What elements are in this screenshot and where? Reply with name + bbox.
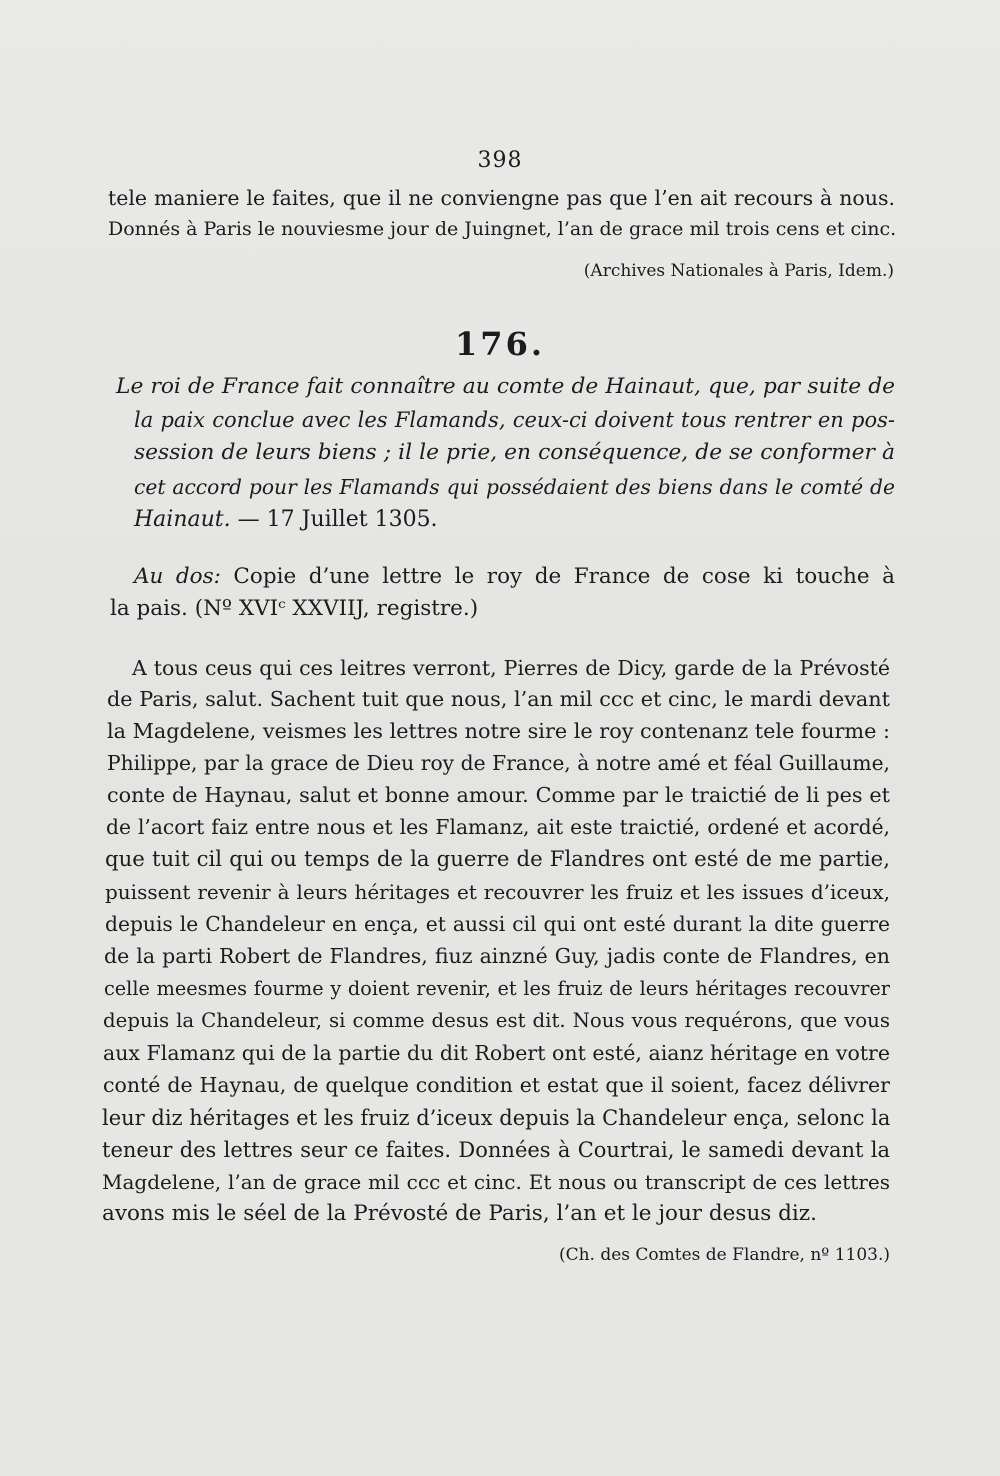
body-line-11: celle meesmes fourme y doient revenir, et les fruiz de leurs héritages recouvrer (104, 977, 890, 1000)
body-line-6: de l’acort faiz entre nous et les Flamanz, ait este traictié, ordené et acordé, (106, 815, 890, 839)
previous-source-citation: (Archives Nationales à Paris, Idem.) (583, 261, 894, 281)
body-line-3: la Magdelene, veismes les lettres notre sire le roy contenanz tele fourme : (107, 719, 890, 743)
summary-line-5 (134, 505, 534, 535)
body-line-2: de Paris, salut. Sachent tuit que nous, l’an mil ccc et cinc, le mardi devant (107, 687, 890, 711)
body-line-5: conte de Haynau, salut et bonne amour. Comme par le traictié de li pes et (107, 783, 890, 807)
summary-line-1: Le roi de France fait connaître au comte de Hainaut, que, par suite de (116, 374, 895, 399)
page-number: 398 (477, 148, 523, 173)
body-line-4: Philippe, par la grace de Dieu roy de France, à notre amé et féal Guillaume, (107, 751, 890, 775)
body-line-18: avons mis le séel de la Prévosté de Paris, l’an et le jour desus diz. (102, 1201, 817, 1226)
body-line-13: aux Flamanz qui de la partie du dit Robert ont esté, aianz héritage en votre (103, 1041, 890, 1065)
body-line-17: Magdelene, l’an de grace mil ccc et cinc. Et nous ou transcript de ces lettres (102, 1170, 890, 1194)
summary-date: — 17 Juillet 1305. (237, 507, 438, 532)
endorsement-text-1: Copie d’une lettre le roy de France de cose ki touche à (233, 564, 895, 589)
body-line-16: teneur des lettres seur ce faites. Données à Courtrai, le samedi devant la (102, 1138, 890, 1162)
document-source-citation: (Ch. des Comtes de Flandre, nº 1103.) (558, 1245, 890, 1265)
body-line-12: depuis la Chandeleur, si comme desus est dit. Nous vous requérons, que vous (103, 1009, 890, 1032)
body-line-8: puissent revenir à leurs héritages et recouvrer les fruiz et les issues d’iceux, (105, 880, 890, 904)
previous-text-line-2: Donnés à Paris le nouviesme jour de Juingnet, l’an de grace mil trois cens et cinc. (108, 218, 897, 240)
summary-line-4: cet accord pour les Flamands qui possédaient des biens dans le comté de (134, 475, 895, 499)
body-line-14: conté de Haynau, de quelque condition et estat que il soient, facez délivrer (103, 1073, 890, 1097)
body-line-15: leur diz héritages et les fruiz d’iceux depuis la Chandeleur ença, selonc la (102, 1106, 891, 1130)
previous-text-line-1: tele maniere le faites, que il ne conviengne pas que l’en ait recours à nous. (108, 186, 895, 210)
body-line-7: que tuit cil qui ou temps de la guerre de Flandres ont esté de me partie, (105, 847, 890, 872)
body-line-10: de la parti Robert de Flandres, fiuz ainzné Guy, jadis conte de Flandres, en (104, 944, 890, 968)
body-line-9: depuis le Chandeleur en ença, et aussi cil qui ont esté durant la dite guerre (105, 912, 890, 936)
endorsement-line-1 (134, 562, 895, 592)
body-line-1: A tous ceus qui ces leitres verront, Pierres de Dicy, garde de la Prévosté (132, 656, 890, 680)
document-number-heading: 176. (455, 325, 545, 363)
summary-line-2: la paix conclue avec les Flamands, ceux-ci doivent tous rentrer en pos- (134, 408, 895, 432)
summary-place: Hainaut. (134, 507, 231, 532)
endorsement-line-2: la pais. (Nº XVIᶜ XXVIIJ, registre.) (110, 596, 479, 621)
summary-line-3: session de leurs biens ; il le prie, en conséquence, de se conformer à (134, 440, 895, 465)
endorsement-label: Au dos: (134, 564, 221, 589)
